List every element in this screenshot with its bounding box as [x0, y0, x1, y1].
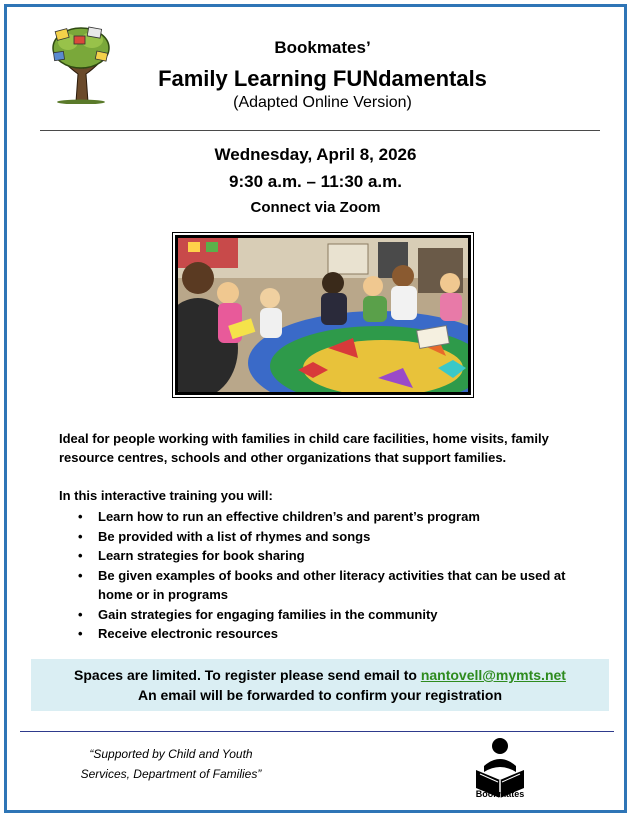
list-item: • Receive electronic resources [78, 624, 578, 644]
registration-line-2: An email will be forwarded to confirm your registration [137, 687, 503, 703]
footer-divider [20, 731, 614, 732]
bullet-icon: • [78, 509, 83, 524]
list-item: • Learn how to run an effective children’s and parent’s program [78, 507, 578, 527]
bullet-icon: • [78, 567, 83, 583]
list-item: • Learn strategies for book sharing [78, 546, 578, 566]
list-item: • Be given examples of books and other literacy activities that can be used at home or in programs [78, 567, 566, 602]
header-divider [40, 130, 600, 131]
bullet-icon: • [78, 528, 83, 544]
bullet-icon: • [78, 548, 83, 563]
classroom-photo [175, 235, 471, 395]
registration-line-1: Spaces are limited. To register please send email to nantovell@mymts.net [74, 667, 566, 683]
registration-box [31, 659, 609, 711]
intro-paragraph: Ideal for people working with families in child care facilities, home visits, family resource centres, schools and other organizations that support families. [59, 431, 549, 465]
training-list [78, 507, 578, 644]
bullet-icon: • [78, 626, 83, 641]
event-date: Wednesday, April 8, 2026 [214, 145, 417, 164]
page-subtitle: (Adapted Online Version) [233, 94, 412, 111]
list-item: • Be provided with a list of rhymes and songs [78, 527, 578, 547]
event-time: 9:30 a.m. – 11:30 a.m. [229, 172, 402, 191]
reading-circle-image [178, 238, 468, 392]
event-venue: Connect via Zoom [250, 199, 381, 216]
page-title: Family Learning FUNdamentals [158, 66, 487, 91]
training-lead: In this interactive training you will: [59, 488, 273, 503]
org-title: Bookmates’ [274, 38, 371, 57]
tree-logo-icon [48, 22, 114, 104]
list-item: • Gain strategies for engaging families in the community [78, 605, 578, 625]
sponsor-credit: “Supported by Child and Youth Services, Department of Families” [80, 747, 262, 781]
bullet-icon: • [78, 606, 83, 622]
email-link[interactable]: nantovell@mymts.net [420, 667, 566, 683]
bookmates-logo-label: Bookmates [475, 789, 525, 799]
